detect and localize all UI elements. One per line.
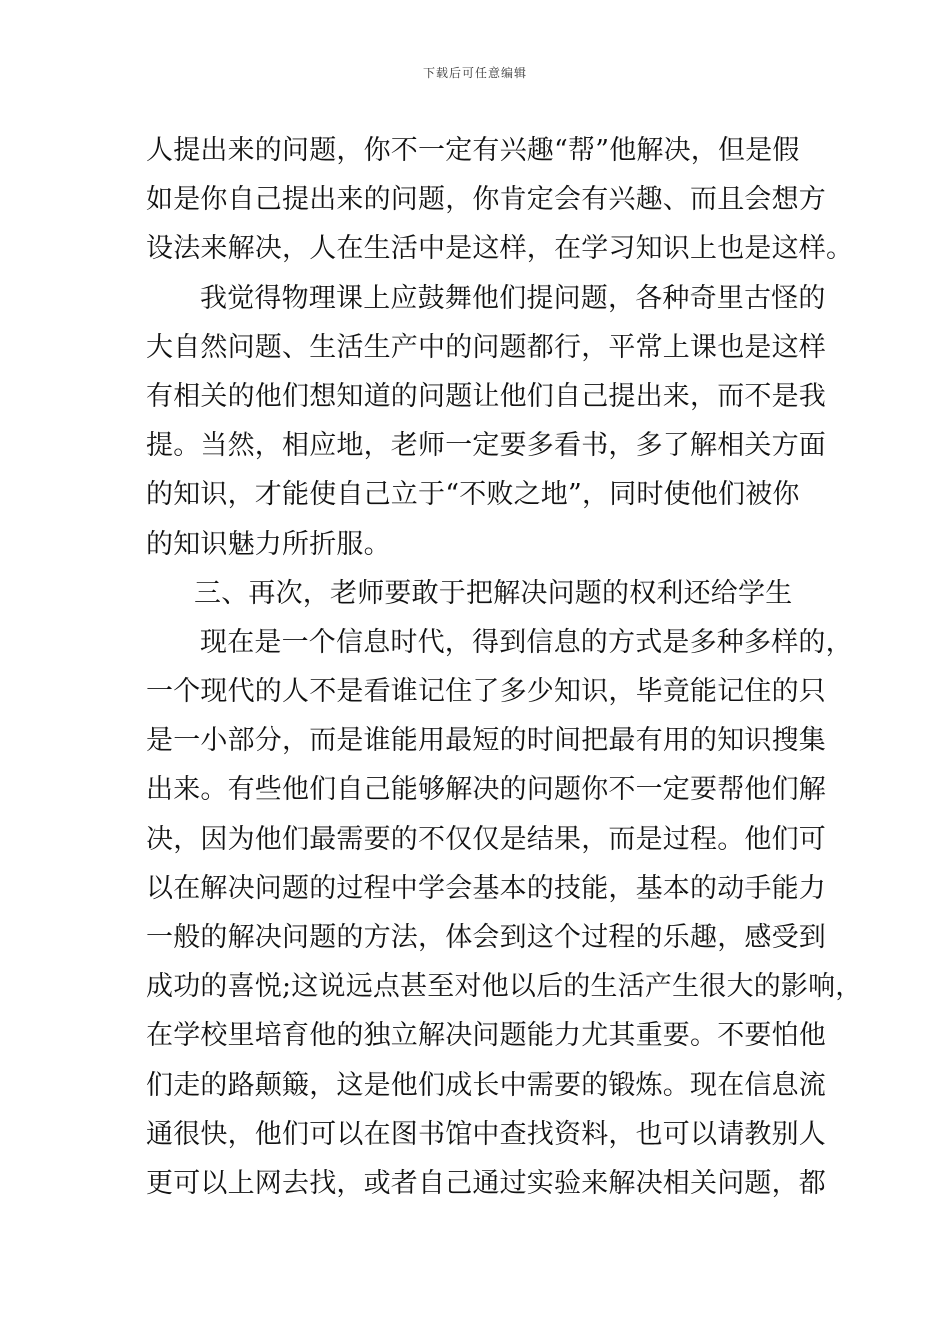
- text-line: 如是你自己提出来的问题，你肯定会有兴趣、而且会想方: [146, 184, 826, 216]
- text-line: 出来。有些他们自己能够解决的问题你不一定要帮他们解: [146, 774, 826, 806]
- text-line: 决，因为他们最需要的不仅仅是结果，而是过程。他们可: [146, 823, 826, 855]
- text-line: 通很快，他们可以在图书馆中查找资料，也可以请教别人: [146, 1118, 826, 1150]
- page-header: 下载后可任意编辑: [422, 66, 527, 80]
- text-line: 在学校里培育他的独立解决问题能力尤其重要。不要怕他: [146, 1020, 826, 1052]
- text-line: 一个现代的人不是看谁记住了多少知识，毕竟能记住的只: [146, 676, 826, 708]
- text-line: 的知识，才能使自己立于“不败之地”，同时使他们被你: [146, 479, 800, 511]
- text-line: 更可以上网去找，或者自己通过实验来解决相关问题，都: [146, 1167, 826, 1199]
- text-line: 成功的喜悦;这说远点甚至对他以后的生活产生很大的影响，: [146, 971, 863, 1003]
- text-line: 是一小部分，而是谁能用最短的时间把最有用的知识搜集: [146, 725, 826, 757]
- text-line: 有相关的他们想知道的问题让他们自己提出来，而不是我: [146, 380, 826, 412]
- text-line: 人提出来的问题，你不一定有兴趣“帮”他解决，但是假: [146, 135, 800, 166]
- text-line: 大自然问题、生活生产中的问题都行，平常上课也是这样: [146, 331, 826, 363]
- text-line: 们走的路颠簸，这是他们成长中需要的锻炼。现在信息流: [146, 1069, 826, 1101]
- text-line: 一般的解决问题的方法，体会到这个过程的乐趣，感受到: [146, 922, 826, 953]
- text-line: 以在解决问题的过程中学会基本的技能，基本的动手能力: [146, 872, 826, 904]
- text-line: 提。当然，相应地，老师一定要多看书，多了解相关方面: [146, 430, 826, 462]
- document-body: [146, 126, 863, 1208]
- paragraph-first-line: 现在是一个信息时代，得到信息的方式是多种多样的，: [200, 626, 853, 658]
- paragraph-first-line: 我觉得物理课上应鼓舞他们提问题，各种奇里古怪的: [200, 282, 826, 314]
- text-line: 设法来解决，人在生活中是这样，在学习知识上也是这样。: [146, 233, 854, 265]
- section-heading: 三、再次，老师要敢于把解决问题的权利还给学生: [194, 577, 793, 609]
- text-line: 的知识魅力所折服。: [146, 528, 391, 560]
